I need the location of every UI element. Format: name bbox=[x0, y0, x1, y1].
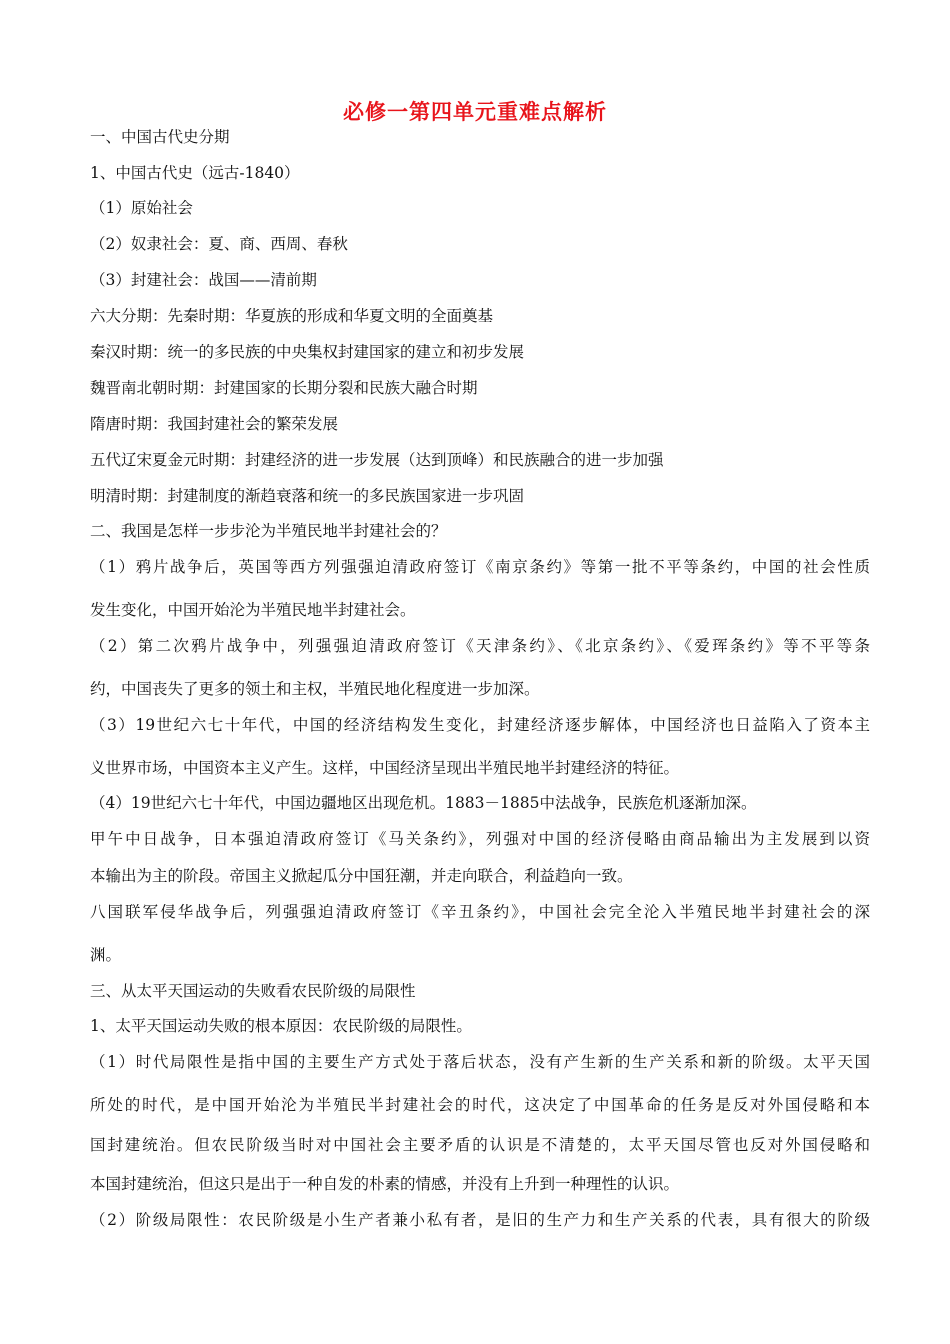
paragraph-line: （1）鸦片战争后，英国等西方列强强迫清政府签订《南京条约》等第一批不平等条约，中国的社会性质 bbox=[90, 558, 870, 576]
text-line: 明清时期：封建制度的渐趋衰落和统一的多民族国家进一步巩固 bbox=[90, 487, 525, 505]
text-line: 1、中国古代史（远古-1840） bbox=[90, 164, 300, 182]
paragraph-line: 发生变化，中国开始沦为半殖民地半封建社会。 bbox=[90, 601, 416, 619]
paragraph-line: （3）19世纪六七十年代，中国的经济结构发生变化，封建经济逐步解体，中国经济也日益陷入了资本主 bbox=[90, 716, 870, 734]
paragraph-line: （4）19世纪六七十年代，中国边疆地区出现危机。1883－1885中法战争，民族危机逐渐加深。 bbox=[90, 794, 757, 812]
paragraph-line: 国封建统治。但农民阶级当时对中国社会主要矛盾的认识是不清楚的，太平天国尽管也反对外国侵略和 bbox=[90, 1136, 870, 1154]
text-line: 1、太平天国运动失败的根本原因：农民阶级的局限性。 bbox=[90, 1017, 472, 1035]
text-line: （1）原始社会 bbox=[90, 199, 193, 217]
text-line: 魏晋南北朝时期：封建国家的长期分裂和民族大融合时期 bbox=[90, 379, 478, 397]
text-line: （2）奴隶社会：夏、商、西周、春秋 bbox=[90, 235, 348, 253]
page-title: 必修一第四单元重难点解析 bbox=[343, 100, 607, 124]
paragraph-line: （2）阶级局限性：农民阶级是小生产者兼小私有者，是旧的生产力和生产关系的代表，具有很大的阶级 bbox=[90, 1211, 870, 1229]
paragraph-line: 本输出为主的阶段。帝国主义掀起瓜分中国狂潮，并走向联合，利益趋向一致。 bbox=[90, 867, 633, 885]
paragraph-line: （1）时代局限性是指中国的主要生产方式处于落后状态，没有产生新的生产关系和新的阶级。太平天国 bbox=[90, 1053, 870, 1071]
section-heading-1: 一、中国古代史分期 bbox=[90, 128, 230, 146]
paragraph-line: 本国封建统治，但这只是出于一种自发的朴素的情感，并没有上升到一种理性的认识。 bbox=[90, 1175, 680, 1193]
text-line: 隋唐时期：我国封建社会的繁荣发展 bbox=[90, 415, 339, 433]
paragraph-line: 渊。 bbox=[90, 946, 122, 964]
section-heading-2: 二、我国是怎样一步步沦为半殖民地半封建社会的？ bbox=[90, 522, 447, 540]
paragraph-line: 约，中国丧失了更多的领土和主权，半殖民地化程度进一步加深。 bbox=[90, 680, 540, 698]
paragraph-line: 所处的时代，是中国开始沦为半殖民半封建社会的时代，这决定了中国革命的任务是反对外国侵略和本 bbox=[90, 1096, 870, 1114]
text-line: 五代辽宋夏金元时期：封建经济的进一步发展（达到顶峰）和民族融合的进一步加强 bbox=[90, 451, 664, 469]
section-heading-3: 三、从太平天国运动的失败看农民阶级的局限性 bbox=[90, 982, 416, 1000]
paragraph-line: 义世界市场，中国资本主义产生。这样，中国经济呈现出半殖民地半封建经济的特征。 bbox=[90, 759, 680, 777]
text-line: 六大分期：先秦时期：华夏族的形成和华夏文明的全面奠基 bbox=[90, 307, 494, 325]
text-line: （3）封建社会：战国——清前期 bbox=[90, 271, 317, 289]
paragraph-line: 八国联军侵华战争后，列强强迫清政府签订《辛丑条约》，中国社会完全沦入半殖民地半封建社会的深 bbox=[90, 903, 870, 921]
paragraph-line: （2）第二次鸦片战争中，列强强迫清政府签订《天津条约》、《北京条约》、《爱珲条约》等不平等条 bbox=[90, 637, 870, 655]
text-line: 秦汉时期：统一的多民族的中央集权封建国家的建立和初步发展 bbox=[90, 343, 525, 361]
paragraph-line: 甲午中日战争，日本强迫清政府签订《马关条约》，列强对中国的经济侵略由商品输出为主发展到以资 bbox=[90, 830, 870, 848]
